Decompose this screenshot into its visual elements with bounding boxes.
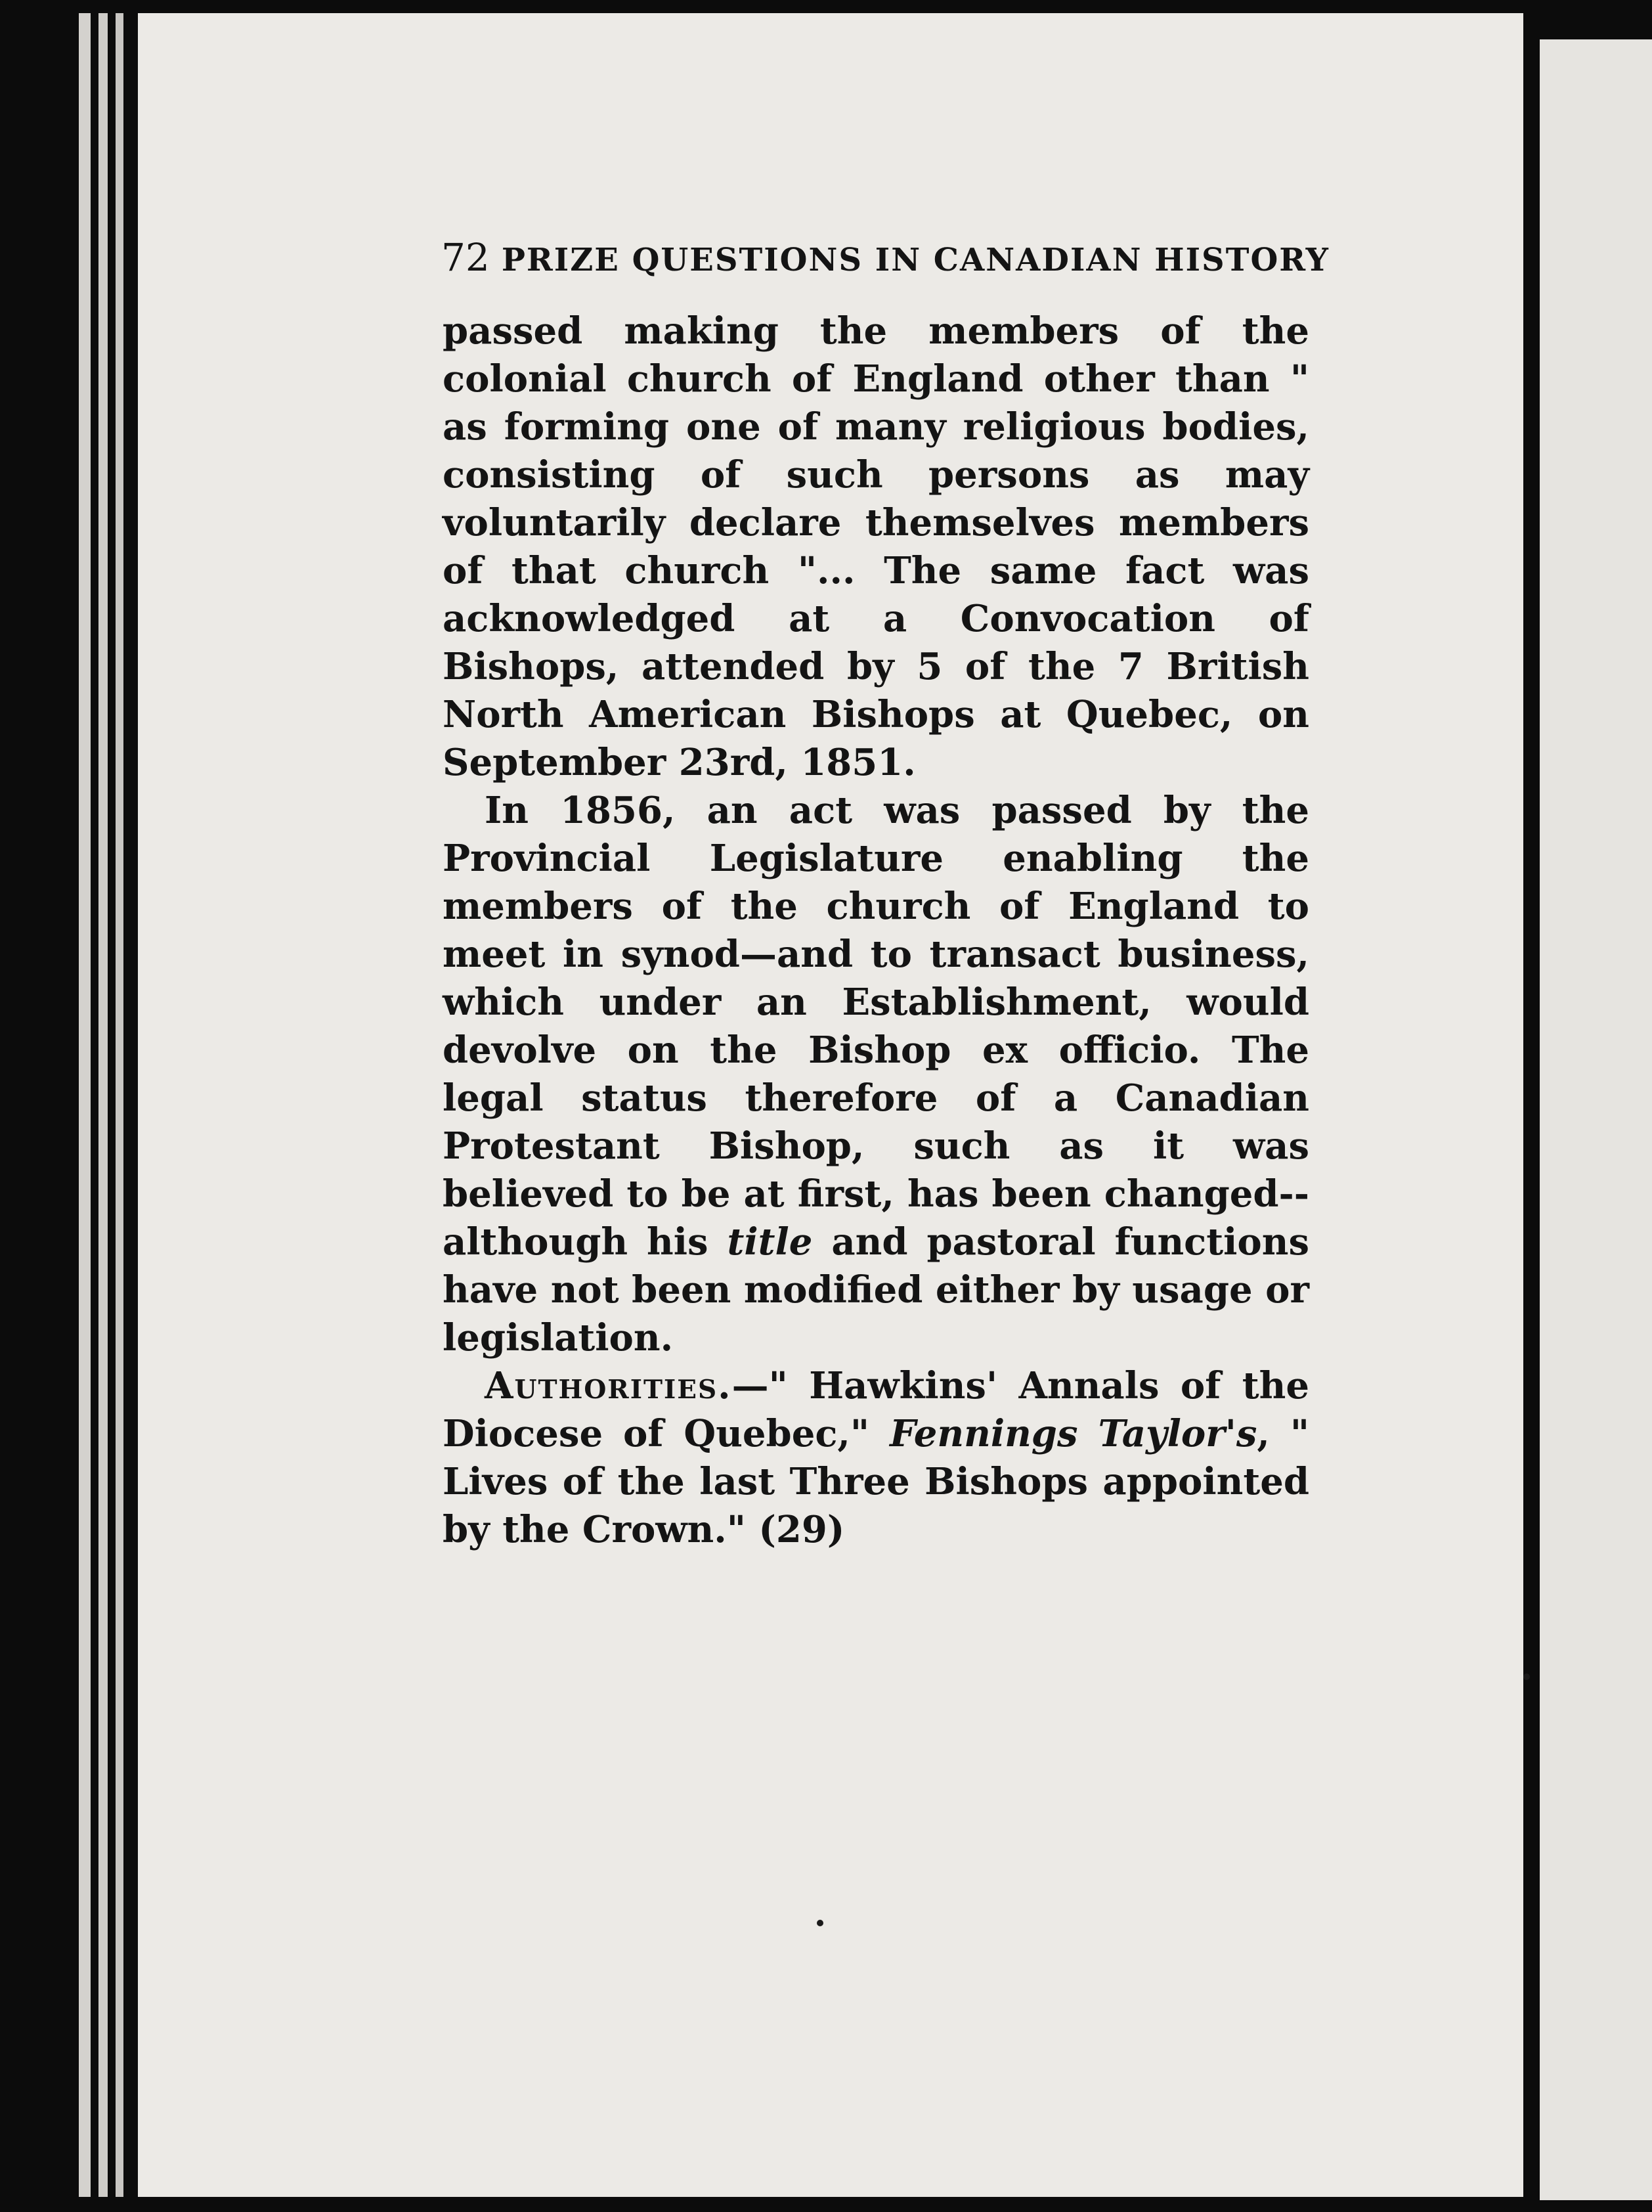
authorities-part-a: —" Hawkins' Annals of the Diocese of Quebec," [443, 1364, 1309, 1455]
paragraph-2-part-b: and pastoral functions have not been modified either by usage or legislation. [443, 1220, 1309, 1360]
authorities-label: Authorities. [485, 1364, 732, 1407]
next-page-strip [1540, 39, 1652, 2200]
paragraph-1: passed making the members of the colonial church of England other than " as forming one of many religious bodies, consisting of such persons as may voluntarily declare themselves members of that church "... The same fact was acknowledged at a Convocation of Bishops, attended by 5 of the 7 British North American Bishops at Quebec, on September 23rd, 1851. [443, 309, 1309, 784]
page-number: 72 [441, 235, 490, 280]
paragraph-authorities [443, 1362, 1309, 1554]
paragraph-2-part-a: In 1856, an act was passed by the Provincial Legislature enabling the members of the church of England to meet in synod—and to transact business, which under an Establishment, would devolve on the Bishop ex officio. The legal status therefore of a Canadian Protestant Bishop, such as it was believed to be at first, has been changed--although his [443, 789, 1309, 1264]
italic-title: title [727, 1220, 813, 1264]
running-header [441, 235, 1330, 280]
authorities-part-b: , " Lives of the last Three Bishops appointed by the Crown." (29) [443, 1412, 1310, 1551]
author-name: Fennings Taylor's [890, 1412, 1257, 1455]
running-title: PRIZE QUESTIONS IN CANADIAN HISTORY [501, 242, 1330, 278]
ink-speck [1523, 1673, 1530, 1680]
page-edge [116, 13, 123, 2197]
ink-speck [817, 1920, 823, 1926]
page-edge [79, 13, 91, 2197]
page-edge [98, 13, 108, 2197]
body-text [443, 307, 1309, 1554]
paragraph-2 [443, 787, 1309, 1362]
